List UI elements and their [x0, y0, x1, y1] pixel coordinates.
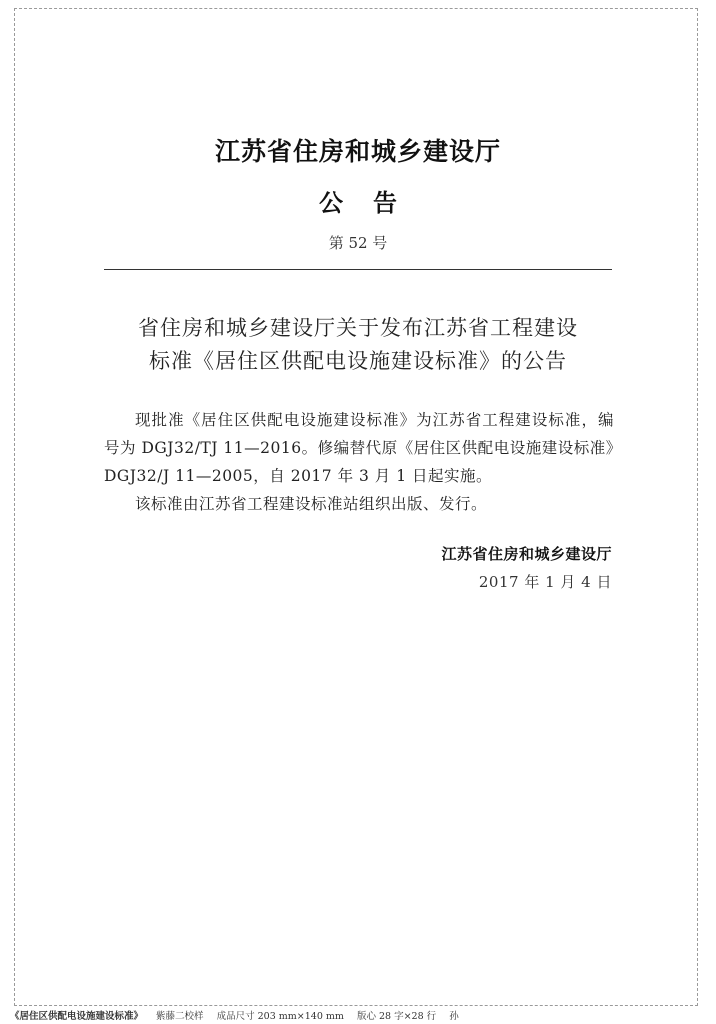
issuer-name: 江苏省住房和城乡建设厅 [214, 137, 501, 166]
body-paragraph-2: 该标准由江苏省工程建设标准站组织出版、发行。 [135, 495, 488, 513]
footer-proof: 紫藤二校样 [156, 1011, 204, 1022]
signature-organization: 江苏省住房和城乡建设厅 [441, 545, 612, 563]
document-number: 第 52 号 [328, 234, 388, 252]
signature-date: 2017 年 1 月 4 日 [478, 573, 612, 591]
header-divider [104, 269, 612, 270]
title-line-1: 省住房和城乡建设厅关于发布江苏省工程建设 [138, 316, 578, 340]
footer-size: 成品尺寸 203 mm×140 mm [216, 1011, 344, 1022]
body-paragraph-1: 现批准《居住区供配电设施建设标准》为江苏省工程建设标准，编号为 DGJ32/TJ 11—2016。修编替代原《居住区供配电设施建设标准》DGJ32/J 11—2005，自 2017 年 3 月 1 日起实施。 [104, 411, 614, 485]
print-footer [10, 1008, 469, 1022]
document-type: 公告 [319, 189, 427, 217]
announcement-body [104, 406, 614, 518]
footer-book-title: 《居住区供配电设施建设标准》 [10, 1011, 144, 1022]
title-line-2: 标准《居住区供配电设施建设标准》的公告 [149, 349, 567, 373]
footer-core: 版心 28 字×28 行 [356, 1011, 437, 1022]
announcement-title [0, 312, 716, 378]
footer-mark: 孙 [449, 1011, 459, 1022]
